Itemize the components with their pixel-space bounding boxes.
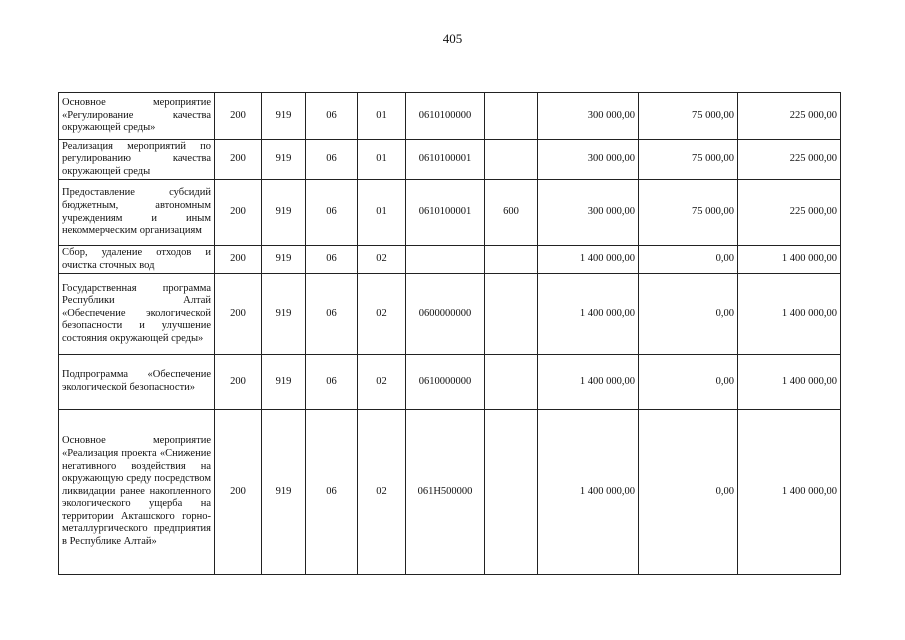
cell-code: 0610100001 bbox=[406, 180, 485, 246]
cell-v2: 919 bbox=[262, 410, 306, 575]
table-row bbox=[59, 274, 841, 355]
table-body bbox=[59, 93, 841, 575]
table-row bbox=[59, 410, 841, 575]
table-row bbox=[59, 140, 841, 180]
cell-v4: 01 bbox=[358, 93, 406, 140]
cell-code: 0600000000 bbox=[406, 274, 485, 355]
cell-v3: 06 bbox=[306, 355, 358, 410]
table-row bbox=[59, 246, 841, 274]
cell-type bbox=[485, 246, 538, 274]
cell-type bbox=[485, 140, 538, 180]
cell-v3: 06 bbox=[306, 140, 358, 180]
cell-v3: 06 bbox=[306, 246, 358, 274]
cell-type bbox=[485, 410, 538, 575]
row-name: Сбор, удаление отходов и очистка сточных вод bbox=[59, 246, 215, 274]
cell-total: 225 000,00 bbox=[738, 140, 841, 180]
cell-v2: 919 bbox=[262, 93, 306, 140]
cell-change: 0,00 bbox=[639, 246, 738, 274]
cell-change: 75 000,00 bbox=[639, 93, 738, 140]
cell-v2: 919 bbox=[262, 180, 306, 246]
table-row bbox=[59, 355, 841, 410]
cell-code bbox=[406, 246, 485, 274]
cell-v1: 200 bbox=[215, 246, 262, 274]
cell-v1: 200 bbox=[215, 180, 262, 246]
cell-v4: 02 bbox=[358, 355, 406, 410]
row-name: Предоставление субсидий бюджетным, автономным учреждениям и иным некоммерческим организациям bbox=[59, 180, 215, 246]
cell-total: 225 000,00 bbox=[738, 180, 841, 246]
cell-code: 0610000000 bbox=[406, 355, 485, 410]
cell-v3: 06 bbox=[306, 274, 358, 355]
row-name: Реализация мероприятий по регулированию качества окружающей среды bbox=[59, 140, 215, 180]
cell-code: 0610100000 bbox=[406, 93, 485, 140]
cell-v2: 919 bbox=[262, 274, 306, 355]
budget-table bbox=[58, 92, 841, 575]
cell-total: 1 400 000,00 bbox=[738, 274, 841, 355]
cell-type: 600 bbox=[485, 180, 538, 246]
cell-plan: 1 400 000,00 bbox=[538, 246, 639, 274]
cell-plan: 1 400 000,00 bbox=[538, 274, 639, 355]
cell-plan: 1 400 000,00 bbox=[538, 410, 639, 575]
cell-total: 1 400 000,00 bbox=[738, 410, 841, 575]
cell-change: 75 000,00 bbox=[639, 140, 738, 180]
cell-total: 1 400 000,00 bbox=[738, 246, 841, 274]
cell-total: 1 400 000,00 bbox=[738, 355, 841, 410]
cell-change: 0,00 bbox=[639, 274, 738, 355]
cell-v4: 01 bbox=[358, 140, 406, 180]
page-number: 405 bbox=[442, 31, 463, 46]
cell-plan: 300 000,00 bbox=[538, 93, 639, 140]
cell-type bbox=[485, 274, 538, 355]
table-row bbox=[59, 180, 841, 246]
cell-code: 0610100001 bbox=[406, 140, 485, 180]
cell-v1: 200 bbox=[215, 274, 262, 355]
cell-change: 75 000,00 bbox=[639, 180, 738, 246]
row-name: Основное мероприятие «Реализация проекта «Снижение негативного воздействия на окружающую среду посредством ликвидации ранее накопленного экологического ущерба на территории Акташского горно-металлургического предприятия в Республике Алтай» bbox=[59, 410, 215, 575]
cell-v4: 02 bbox=[358, 410, 406, 575]
cell-type bbox=[485, 355, 538, 410]
cell-v2: 919 bbox=[262, 355, 306, 410]
cell-plan: 300 000,00 bbox=[538, 140, 639, 180]
cell-change: 0,00 bbox=[639, 410, 738, 575]
cell-v3: 06 bbox=[306, 410, 358, 575]
cell-v3: 06 bbox=[306, 180, 358, 246]
cell-v2: 919 bbox=[262, 140, 306, 180]
cell-type bbox=[485, 93, 538, 140]
table-row bbox=[59, 93, 841, 140]
row-name: Государственная программа Республики Алтай «Обеспечение экологической безопасности и улучшение состояния окружающей среды» bbox=[59, 274, 215, 355]
cell-total: 225 000,00 bbox=[738, 93, 841, 140]
row-name: Основное мероприятие «Регулирование качества окружающей среды» bbox=[59, 93, 215, 140]
cell-v1: 200 bbox=[215, 410, 262, 575]
cell-v3: 06 bbox=[306, 93, 358, 140]
cell-v4: 02 bbox=[358, 274, 406, 355]
cell-v1: 200 bbox=[215, 93, 262, 140]
cell-v1: 200 bbox=[215, 140, 262, 180]
cell-v4: 02 bbox=[358, 246, 406, 274]
cell-plan: 1 400 000,00 bbox=[538, 355, 639, 410]
cell-plan: 300 000,00 bbox=[538, 180, 639, 246]
cell-v4: 01 bbox=[358, 180, 406, 246]
cell-change: 0,00 bbox=[639, 355, 738, 410]
cell-v1: 200 bbox=[215, 355, 262, 410]
row-name: Подпрограмма «Обеспечение экологической безопасности» bbox=[59, 355, 215, 410]
cell-v2: 919 bbox=[262, 246, 306, 274]
cell-code: 061Н500000 bbox=[406, 410, 485, 575]
